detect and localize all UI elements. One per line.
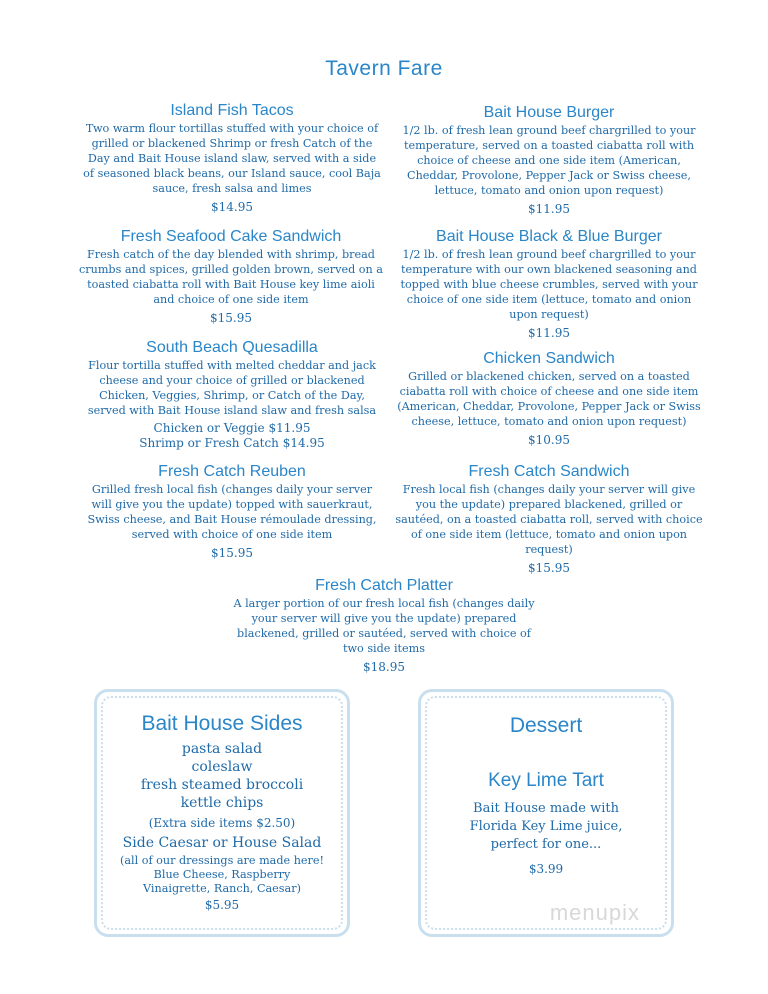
item-price: Shrimp or Fresh Catch $14.95 — [139, 436, 325, 450]
item-name: Fresh Catch Platter — [315, 577, 453, 594]
dessert-price: $3.99 — [528, 862, 564, 876]
side-item: pasta salad — [181, 741, 263, 757]
side-salad: Side Caesar or House Salad — [122, 835, 322, 851]
menu-item — [77, 227, 385, 326]
item-description: 1/2 lb. of fresh lean ground beef chargrilled to your temperature with our own blackened seasoning and topped with blue cheese crumbles, served with your choice of one side item (lettuce, tomato and onion upon request) — [400, 248, 698, 321]
item-price: Chicken or Veggie $11.95 — [153, 421, 311, 435]
item-price: $15.95 — [210, 311, 252, 325]
item-description: 1/2 lb. of fresh lean ground beef chargrilled to your temperature, served on a toasted ciabatta roll with choice of cheese and one side item (American, Cheddar, Provolone, Pepper Jack or Swiss cheese, lettuce, tomato and onion upon request) — [402, 124, 696, 197]
item-name: Fresh Catch Reuben — [158, 463, 306, 480]
item-price: $15.95 — [528, 561, 570, 575]
salad-price: $5.95 — [204, 898, 240, 912]
menu-item-platter — [226, 576, 542, 675]
item-price: $18.95 — [363, 660, 405, 674]
item-description: Grilled or blackened chicken, served on a toasted ciabatta roll with choice of cheese and one side item (American, Cheddar, Provolone, Pepper Jack or Swiss cheese, lettuce, tomato and onion upon request) — [397, 370, 701, 428]
menu-item — [82, 462, 382, 561]
page-title: Tavern Fare — [325, 57, 443, 80]
item-description: Flour tortilla stuffed with melted cheddar and jack cheese and your choice of grilled or blackened Chicken, Veggies, Shrimp, or Catch of the Day, served with Bait House island slaw and fresh salsa — [87, 359, 377, 417]
sides-box — [94, 689, 350, 937]
item-price: $15.95 — [211, 546, 253, 560]
item-name: Fresh Seafood Cake Sandwich — [120, 228, 342, 245]
item-price: $14.95 — [211, 200, 253, 214]
side-item: coleslaw — [191, 759, 253, 775]
item-description: Fresh catch of the day blended with shrimp, bread crumbs and spices, grilled golden brown, served on a toasted ciabatta roll with Bait House key lime aioli and choice of one side item — [79, 248, 383, 306]
item-name: Bait House Burger — [483, 104, 615, 121]
item-description: Fresh local fish (changes daily your server will give you the update) prepared blackened, grilled or sautéed, on a toasted ciabatta roll, served with choice of one side item (lettuce, tomato and onion upon request) — [395, 483, 703, 556]
item-description: A larger portion of our fresh local fish (changes daily your server will give you the update) prepared blackened, grilled or sautéed, served with choice of two side items — [233, 597, 535, 655]
menu-item — [80, 338, 384, 451]
dessert-title: Dessert — [509, 714, 583, 737]
watermark-logo: menupix — [549, 900, 640, 925]
item-name: South Beach Quesadilla — [146, 339, 318, 356]
side-item: fresh steamed broccoli — [140, 777, 304, 793]
dessert-name: Key Lime Tart — [488, 770, 604, 791]
menu-item — [82, 101, 382, 215]
item-name: Chicken Sandwich — [483, 350, 615, 367]
item-name: Fresh Catch Sandwich — [468, 463, 630, 480]
side-item: kettle chips — [180, 795, 264, 811]
item-description: Grilled fresh local fish (changes daily your server will give you the update) topped with sauerkraut, Swiss cheese, and Bait House rémoulade dressing, served with choice of one side item — [87, 483, 377, 541]
item-name: Bait House Black & Blue Burger — [436, 228, 662, 245]
menu-item — [394, 103, 704, 217]
item-price: $11.95 — [528, 202, 570, 216]
dressings-note: (all of our dressings are made here! Blue Cheese, Raspberry Vinaigrette, Ranch, Caesar) — [120, 854, 324, 895]
item-price: $11.95 — [528, 326, 570, 340]
item-name: Island Fish Tacos — [170, 102, 294, 119]
extra-sides-note: (Extra side items $2.50) — [148, 816, 296, 830]
menu-item — [397, 349, 701, 448]
menu-item — [394, 462, 704, 576]
item-description: Two warm flour tortillas stuffed with your choice of grilled or blackened Shrimp or fresh Catch of the Day and Bait House island slaw, served with a side of seasoned black beans, our Island sauce, cool Baja sauce, fresh salsa and limes — [83, 122, 381, 195]
sides-title: Bait House Sides — [141, 712, 303, 735]
menu-item — [394, 227, 704, 341]
item-price: $10.95 — [528, 433, 570, 447]
dessert-description: Bait House made with Florida Key Lime juice, perfect for one... — [469, 801, 623, 852]
